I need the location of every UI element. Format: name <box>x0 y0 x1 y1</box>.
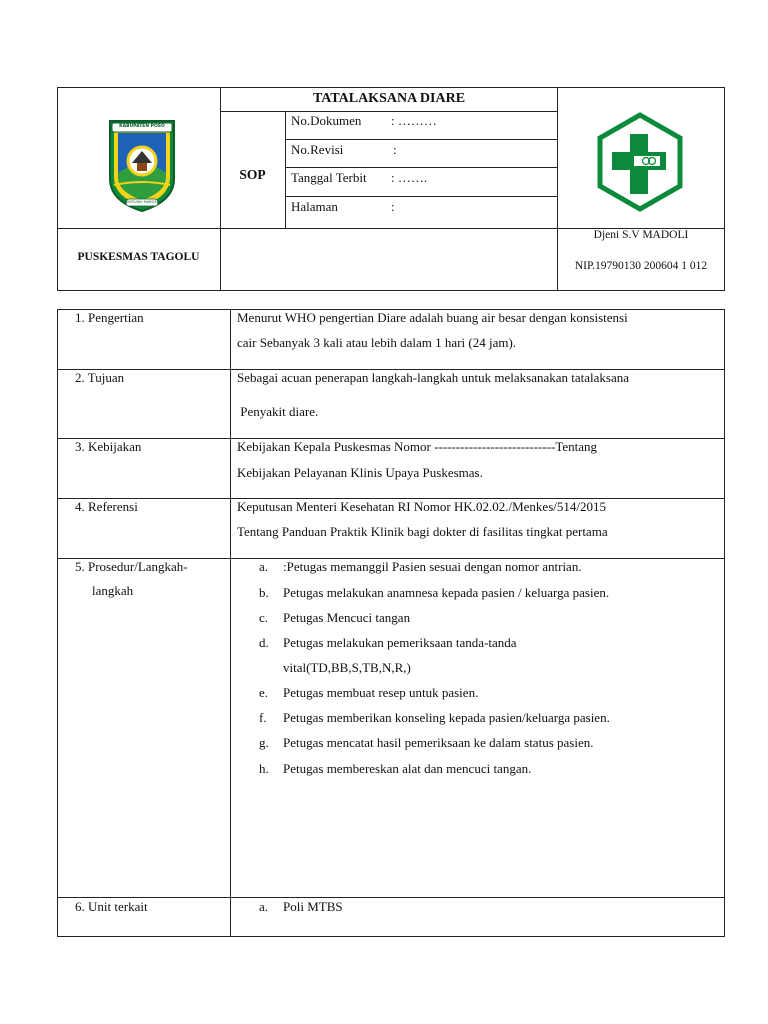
step-marker: h. <box>259 761 269 776</box>
step-marker: e. <box>259 685 269 700</box>
section-label-kebijakan: 3. Kebijakan <box>75 439 142 454</box>
step-marker: g. <box>259 735 269 750</box>
field-value-halaman: : <box>391 199 395 214</box>
step-marker: f. <box>259 710 267 725</box>
field-label-no-revisi: No.Revisi <box>291 142 344 157</box>
kabupaten-logo-icon <box>106 115 178 213</box>
logo-text-bottom: SINTUWU MAROSO <box>126 200 160 204</box>
field-label-halaman: Halaman <box>291 199 338 214</box>
section-label-tujuan: 2. Tujuan <box>75 370 125 385</box>
org-name: PUSKESMAS TAGOLU <box>77 251 200 263</box>
section-text-line: Sebagai acuan penerapan langkah-langkah untuk melaksanakan tatalaksana <box>237 370 629 385</box>
step-text: Petugas melakukan anamnesa kepada pasien / keluarga pasien. <box>283 585 610 600</box>
field-value-tanggal-terbit: : ……. <box>391 170 428 185</box>
step-text-cont: vital(TD,BB,S,TB,N,R,) <box>283 660 411 675</box>
section-label-pengertian: 1. Pengertian <box>75 310 144 325</box>
section-text-line: Menurut WHO pengertian Diare adalah buang air besar dengan konsistensi <box>237 310 628 325</box>
section-text-line: Keputusan Menteri Kesehatan RI Nomor HK.02.02./Menkes/514/2015 <box>237 499 606 514</box>
section-label-prosedur: 5. Prosedur/Langkah- <box>75 559 188 574</box>
signer-name: Djeni S.V MADOLI <box>593 229 689 241</box>
step-text: Petugas melakukan pemeriksaan tanda-tanda <box>283 635 517 650</box>
step-text: Petugas Mencuci tangan <box>283 610 411 625</box>
step-text: Petugas memberikan konseling kepada pasien/keluarga pasien. <box>283 710 610 725</box>
section-label-referensi: 4. Referensi <box>75 499 138 514</box>
section-text-line: Tentang Panduan Praktik Klinik bagi dokter di fasilitas tingkat pertama <box>237 524 608 539</box>
unit-text: Poli MTBS <box>283 899 343 914</box>
step-marker: d. <box>259 635 269 650</box>
sop-label: SOP <box>239 167 266 182</box>
step-text: :Petugas memanggil Pasien sesuai dengan nomor antrian. <box>283 559 582 574</box>
step-marker: b. <box>259 585 269 600</box>
field-label-tanggal-terbit: Tanggal Terbit <box>291 170 367 185</box>
section-text-line: Kebijakan Pelayanan Klinis Upaya Puskesmas. <box>237 465 483 480</box>
section-text-line: Kebijakan Kepala Puskesmas Nomor ----------------------------Tentang <box>237 439 598 454</box>
unit-marker: a. <box>259 899 269 914</box>
logo-text-top: KABUPATEN POSO <box>119 124 165 129</box>
section-label-prosedur-cont: langkah <box>92 583 134 598</box>
step-text: Petugas membuat resep untuk pasien. <box>283 685 479 700</box>
step-text: Petugas membereskan alat dan mencuci tangan. <box>283 761 532 776</box>
section-text-line: cair Sebanyak 3 kali atau lebih dalam 1 hari (24 jam). <box>237 335 517 350</box>
section-text-line: Penyakit diare. <box>237 404 319 419</box>
document-title: TATALAKSANA DIARE <box>312 91 466 106</box>
step-marker: a. <box>259 559 269 574</box>
step-marker: c. <box>259 610 269 625</box>
signer-nip: NIP.19790130 200604 1 012 <box>574 260 708 272</box>
step-text: Petugas mencatat hasil pemeriksaan ke dalam status pasien. <box>283 735 594 750</box>
field-label-no-dokumen: No.Dokumen <box>291 113 362 128</box>
field-value-no-dokumen: : ……… <box>391 113 437 128</box>
section-label-unit-terkait: 6. Unit terkait <box>75 899 148 914</box>
puskesmas-logo-icon <box>596 112 684 212</box>
field-value-no-revisi: : <box>393 142 397 157</box>
